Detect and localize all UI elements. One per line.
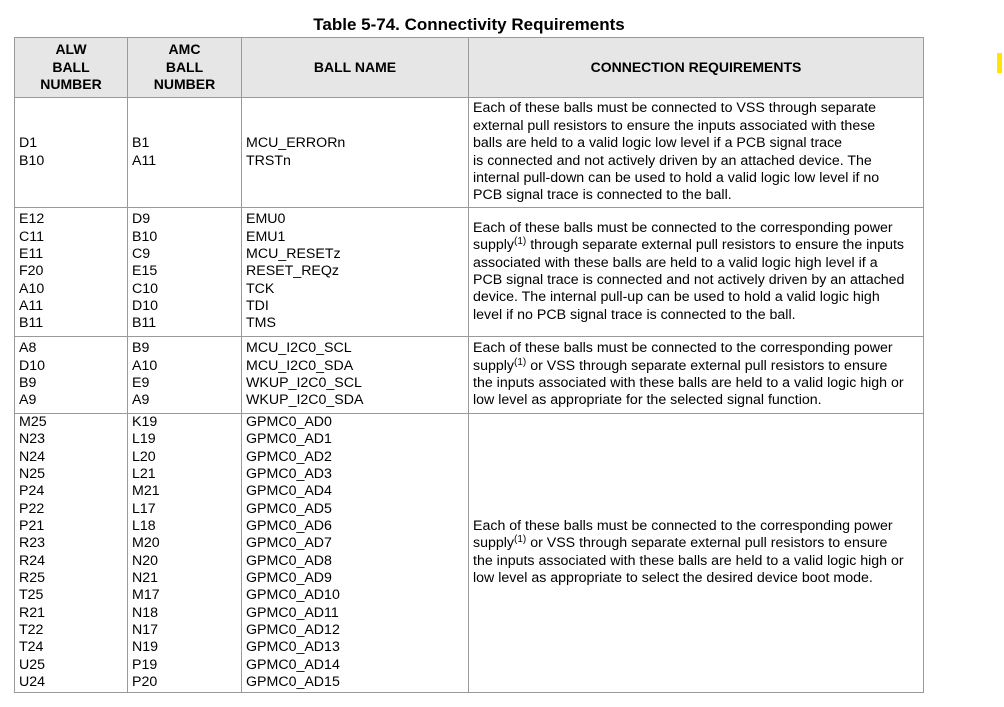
ball-name-value: WKUP_I2C0_SDA	[246, 392, 364, 409]
alw-ball-value: N23	[19, 431, 46, 448]
amc-ball-cell	[128, 337, 242, 414]
requirement-line	[473, 358, 919, 375]
header-line: ALW	[55, 41, 87, 58]
amc-ball-value: N21	[132, 570, 159, 587]
amc-ball-cell	[128, 414, 242, 693]
requirement-line	[473, 237, 919, 254]
alw-ball-cell	[15, 337, 128, 414]
ball-name-value: GPMC0_AD12	[246, 622, 340, 639]
table-header-row	[15, 38, 924, 98]
alw-ball-value: C11	[19, 228, 44, 245]
requirement-line: associated with these balls are held to a valid logic high level if a	[473, 254, 878, 271]
ball-name-cell	[242, 414, 469, 693]
amc-ball-value: C10	[132, 280, 159, 297]
amc-ball-cell	[128, 98, 242, 208]
alw-ball-value: R21	[19, 604, 46, 621]
amc-ball-value: L20	[132, 448, 156, 465]
header-line: BALL	[52, 58, 90, 75]
requirement-line: Each of these balls must be connected to the corresponding power	[473, 219, 893, 236]
header-ball-name: BALL NAME	[242, 38, 469, 98]
requirement-line: Each of these balls must be connected to the corresponding power	[473, 340, 893, 357]
amc-ball-value: L18	[132, 518, 156, 535]
ball-name-value: GPMC0_AD6	[246, 518, 332, 535]
alw-ball-value: M25	[19, 414, 47, 430]
alw-ball-value: T25	[19, 587, 44, 604]
alw-ball-value: B10	[19, 152, 45, 169]
ball-name-value: TRSTn	[246, 152, 291, 169]
connection-requirement-cell	[469, 98, 924, 208]
alw-ball-value: R24	[19, 552, 46, 569]
amc-ball-value: N20	[132, 552, 159, 569]
ball-name-value: RESET_REQz	[246, 263, 340, 280]
header-line: NUMBER	[40, 76, 102, 93]
alw-ball-value: E12	[19, 211, 45, 228]
connection-requirement-cell	[469, 337, 924, 414]
requirement-text: or VSS through separate external pull resistors to ensure	[526, 357, 888, 374]
ball-name-cell	[242, 208, 469, 337]
requirement-line: the inputs associated with these balls are held to a valid logic high or	[473, 375, 904, 391]
table-row	[15, 208, 924, 337]
amc-ball-value: P20	[132, 674, 158, 691]
requirement-text: supply	[473, 535, 515, 552]
requirement-line: PCB signal trace is connected to the ball.	[473, 187, 732, 204]
ball-name-value: TDI	[246, 298, 269, 315]
ball-name-value: GPMC0_AD1	[246, 431, 332, 448]
requirement-line	[473, 535, 919, 552]
ball-name-value: GPMC0_AD7	[246, 535, 332, 552]
alw-ball-value: U24	[19, 674, 46, 691]
alw-ball-value: A10	[19, 280, 45, 297]
connectivity-table	[14, 37, 924, 693]
ball-name-value: GPMC0_AD8	[246, 552, 332, 569]
ball-name-value: GPMC0_AD3	[246, 466, 332, 483]
table-body	[15, 98, 924, 693]
ball-name-value: MCU_I2C0_SCL	[246, 340, 352, 357]
ball-name-cell	[242, 337, 469, 414]
footnote-reference: (1)	[514, 356, 527, 368]
ball-name-value: MCU_I2C0_SDA	[246, 357, 354, 374]
ball-name-value: EMU0	[246, 211, 286, 228]
amc-ball-value: D10	[132, 298, 159, 315]
ball-name-value: EMU1	[246, 228, 286, 245]
ball-name-value: GPMC0_AD10	[246, 587, 340, 604]
requirement-line: device. The internal pull-up can be used to hold a valid logic high	[473, 289, 880, 306]
alw-ball-cell	[15, 208, 128, 337]
table-row	[15, 414, 924, 693]
amc-ball-value: L21	[132, 466, 156, 483]
alw-ball-value: P24	[19, 483, 45, 500]
amc-ball-value: M21	[132, 483, 160, 500]
header-connection-requirements: CONNECTION REQUIREMENTS	[469, 38, 924, 98]
alw-ball-value: D10	[19, 357, 46, 374]
amc-ball-value: A11	[132, 152, 157, 169]
requirement-text: through separate external pull resistors to ensure the inputs	[526, 237, 905, 254]
alw-ball-value: A8	[19, 340, 37, 357]
requirement-text: supply	[473, 237, 515, 254]
requirement-line: Each of these balls must be connected to the corresponding power	[473, 518, 893, 535]
header-line: AMC	[168, 41, 201, 58]
header-line: BALL	[165, 58, 204, 75]
requirement-line: PCB signal trace is connected and not actively driven by an attached	[473, 272, 905, 288]
ball-name-value: GPMC0_AD0	[246, 414, 332, 430]
footnote-reference: (1)	[514, 236, 527, 248]
header-alw-ball-number	[15, 38, 128, 98]
requirement-text: or VSS through separate external pull resistors to ensure	[526, 535, 888, 552]
alw-ball-value: B11	[19, 315, 44, 332]
amc-ball-value: B10	[132, 228, 158, 245]
requirement-line: is connected and not actively driven by an attached device. The	[473, 152, 872, 169]
ball-name-value: GPMC0_AD5	[246, 500, 332, 517]
amc-ball-value: E15	[132, 263, 158, 280]
amc-ball-cell	[128, 208, 242, 337]
requirement-line: balls are held to a valid logic low level if a PCB signal trace	[473, 135, 843, 152]
alw-ball-value: F20	[19, 263, 44, 280]
alw-ball-value: R25	[19, 570, 46, 587]
amc-ball-value: C9	[132, 245, 151, 262]
connection-requirement-cell	[469, 414, 924, 693]
requirement-line: level if no PCB signal trace is connected to the ball.	[473, 306, 796, 323]
table-row	[15, 98, 924, 208]
ball-name-value: MCU_ERRORn	[246, 135, 346, 152]
footnote-reference: (1)	[514, 534, 527, 546]
alw-ball-value: T22	[19, 622, 44, 639]
alw-ball-value: T24	[19, 639, 44, 656]
alw-ball-value: P21	[19, 518, 45, 535]
ball-name-value: GPMC0_AD13	[246, 639, 340, 656]
alw-ball-value: R23	[19, 535, 46, 552]
amc-ball-value: B11	[132, 315, 157, 332]
alw-ball-cell	[15, 98, 128, 208]
alw-ball-value: A9	[19, 392, 37, 409]
amc-ball-value: N18	[132, 604, 159, 621]
table-row	[15, 337, 924, 414]
ball-name-value: GPMC0_AD11	[246, 604, 339, 621]
amc-ball-value: L17	[132, 500, 156, 517]
ball-name-value: GPMC0_AD4	[246, 483, 332, 500]
amc-ball-value: D9	[132, 211, 151, 228]
amc-ball-value: N19	[132, 639, 159, 656]
amc-ball-value: A9	[132, 392, 150, 409]
amc-ball-value: E9	[132, 375, 150, 391]
amc-ball-value: L19	[132, 431, 156, 448]
header-line: NUMBER	[153, 76, 216, 93]
ball-name-value: WKUP_I2C0_SCL	[246, 375, 362, 391]
ball-name-value: GPMC0_AD15	[246, 674, 340, 691]
requirement-line: external pull resistors to ensure the inputs associated with these	[473, 117, 876, 134]
amc-ball-value: B9	[132, 340, 150, 357]
requirement-line: internal pull-down can be used to hold a valid logic low level if no	[473, 169, 880, 186]
ball-name-value: TCK	[246, 280, 275, 297]
ball-name-value: GPMC0_AD2	[246, 448, 332, 465]
ball-name-value: GPMC0_AD14	[246, 656, 340, 673]
requirement-line: the inputs associated with these balls are held to a valid logic high or	[473, 552, 904, 569]
requirement-line: low level as appropriate to select the desired device boot mode.	[473, 570, 873, 587]
alw-ball-value: U25	[19, 656, 46, 673]
alw-ball-value: N24	[19, 448, 46, 465]
amc-ball-value: M17	[132, 587, 160, 604]
requirement-line: low level as appropriate for the selected signal function.	[473, 392, 822, 409]
alw-ball-value: E11	[19, 245, 44, 262]
amc-ball-value: P19	[132, 656, 158, 673]
requirement-text: supply	[473, 357, 515, 374]
amc-ball-value: B1	[132, 135, 150, 152]
amc-ball-value: K19	[132, 414, 158, 430]
amc-ball-value: N17	[132, 622, 159, 639]
ball-name-cell	[242, 98, 469, 208]
header-amc-ball-number	[128, 38, 242, 98]
amc-ball-value: A10	[132, 357, 158, 374]
table-caption: Table 5-74. Connectivity Requirements	[313, 15, 625, 34]
amc-ball-value: M20	[132, 535, 160, 552]
alw-ball-value: B9	[19, 375, 37, 391]
ball-name-value: GPMC0_AD9	[246, 570, 332, 587]
connection-requirement-cell	[469, 208, 924, 337]
alw-ball-value: A11	[19, 298, 44, 315]
ball-name-value: TMS	[246, 315, 276, 332]
requirement-line: Each of these balls must be connected to VSS through separate	[473, 100, 877, 117]
ball-name-value: MCU_RESETz	[246, 245, 341, 262]
alw-ball-value: P22	[19, 500, 45, 517]
alw-ball-value: N25	[19, 466, 46, 483]
margin-highlight-mark	[997, 53, 1002, 73]
alw-ball-value: D1	[19, 135, 38, 152]
alw-ball-cell	[15, 414, 128, 693]
